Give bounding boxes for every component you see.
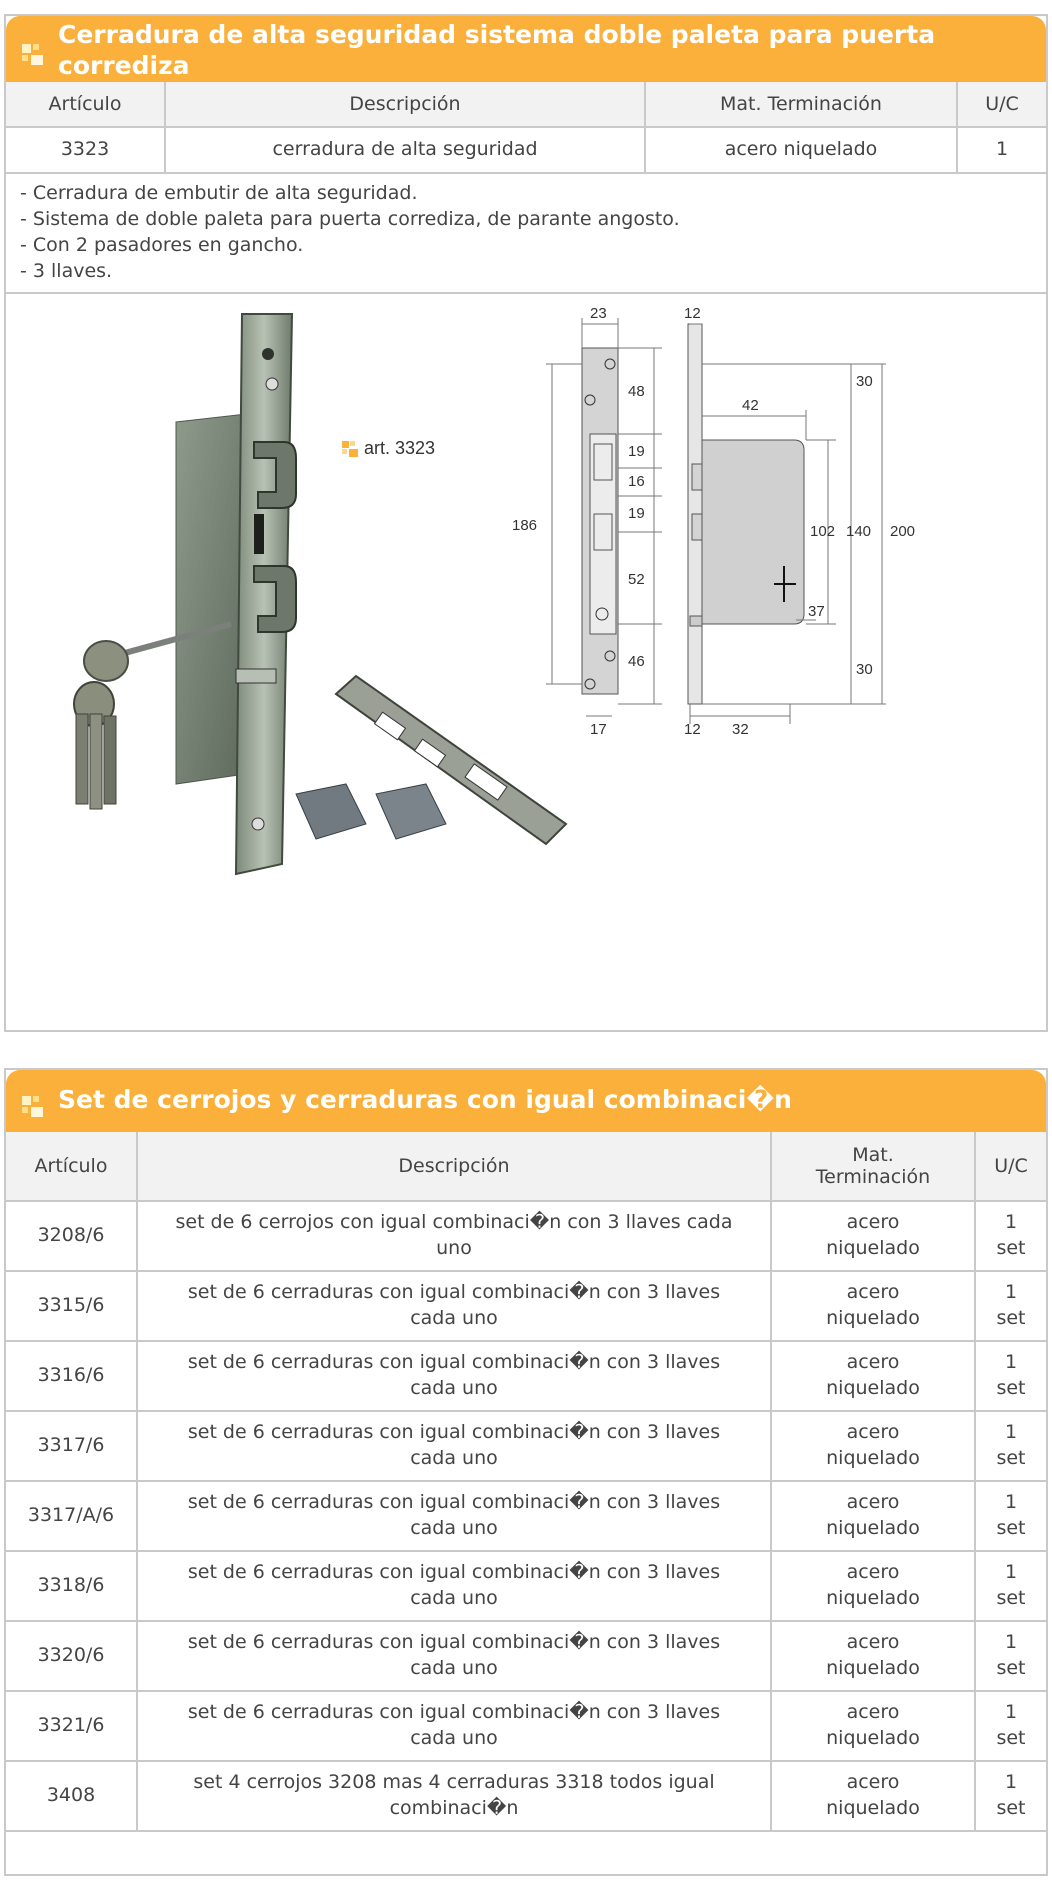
col-header-descripcion: Descripción <box>166 82 646 126</box>
table-row <box>6 1410 1046 1482</box>
dim-52: 52 <box>628 571 645 588</box>
dim-side-12-top: 12 <box>684 305 701 322</box>
dim-side-32: 32 <box>732 721 749 738</box>
product-panel-3323 <box>4 14 1048 1032</box>
cell-articulo: 3318/6 <box>6 1550 138 1620</box>
col-header-uc: U/C <box>994 1155 1028 1177</box>
dim-19b: 19 <box>628 505 645 522</box>
dim-bottom-width: 17 <box>590 721 607 738</box>
dim-side-37: 37 <box>808 603 825 620</box>
table-header-row <box>6 82 1046 128</box>
dim-side-140: 140 <box>846 523 872 540</box>
cell-articulo: 3316/6 <box>6 1340 138 1410</box>
table-row <box>6 1480 1046 1552</box>
table-row <box>6 1690 1046 1762</box>
cell-material: acero niquelado <box>772 1760 976 1830</box>
dim-side-200: 200 <box>890 523 916 540</box>
cell-descripcion: set de 6 cerraduras con igual combinaci�n con 3 llaves cada uno <box>138 1340 772 1410</box>
table-row <box>6 126 1046 174</box>
cell-uc: 1 set <box>996 1561 1026 1609</box>
bullet-icon <box>342 441 358 457</box>
bullet-icon <box>22 44 46 68</box>
cell-material: acero niquelado <box>772 1200 976 1270</box>
col-header-uc: U/C <box>985 93 1019 115</box>
cell-material: acero niquelado <box>772 1410 976 1480</box>
cell-descripcion: set de 6 cerrojos con igual combinaci�n con 3 llaves cada uno <box>138 1200 772 1270</box>
cell-uc: 1 set <box>996 1771 1026 1819</box>
product-panel-sets <box>4 1068 1048 1876</box>
cell-articulo: 3408 <box>6 1760 138 1830</box>
description-line: - Con 2 pasadores en gancho. <box>20 234 304 256</box>
table-row <box>6 1620 1046 1692</box>
dim-side-102: 102 <box>810 523 836 540</box>
col-header-material: Mat. Terminación <box>772 1132 976 1200</box>
col-header-material: Mat. Terminación <box>646 82 958 126</box>
cell-articulo: 3315/6 <box>6 1270 138 1340</box>
cell-material: acero niquelado <box>772 1340 976 1410</box>
cell-material: acero niquelado <box>772 1480 976 1550</box>
cell-uc: 1 set <box>996 1701 1026 1749</box>
cell-descripcion: set de 6 cerraduras con igual combinaci�n con 3 llaves cada uno <box>138 1690 772 1760</box>
cell-material: acero niquelado <box>772 1270 976 1340</box>
dim-side-30-top: 30 <box>856 373 873 390</box>
col-header-articulo: Artículo <box>6 82 166 126</box>
dim-side-30-bottom: 30 <box>856 661 873 678</box>
dim-side-42: 42 <box>742 397 759 414</box>
panel-header <box>6 1070 1046 1132</box>
cell-uc: 1 set <box>996 1421 1026 1469</box>
cell-uc: 1 <box>995 138 1009 160</box>
cell-material: acero niquelado <box>772 1690 976 1760</box>
table-row <box>6 1760 1046 1832</box>
cell-descripcion: set de 6 cerraduras con igual combinaci�n con 3 llaves cada uno <box>138 1270 772 1340</box>
description-line: - Sistema de doble paleta para puerta corrediza, de parante angosto. <box>20 208 680 230</box>
cell-articulo: 3208/6 <box>6 1200 138 1270</box>
cell-articulo: 3323 <box>6 126 166 172</box>
cell-uc: 1 set <box>996 1631 1026 1679</box>
cell-uc: 1 set <box>996 1491 1026 1539</box>
table-row <box>6 1200 1046 1272</box>
bullet-icon <box>22 1096 46 1120</box>
dim-front-width: 23 <box>590 305 607 322</box>
cell-material: acero niquelado <box>772 1550 976 1620</box>
description-line: - Cerradura de embutir de alta seguridad. <box>20 182 418 204</box>
dim-side-12-bottom: 12 <box>684 721 701 738</box>
description-line: - 3 llaves. <box>20 260 113 282</box>
cell-descripcion: set de 6 cerraduras con igual combinaci�n con 3 llaves cada uno <box>138 1480 772 1550</box>
cell-descripcion: set de 6 cerraduras con igual combinaci�n con 3 llaves cada uno <box>138 1550 772 1620</box>
cell-descripcion: set de 6 cerraduras con igual combinaci�n con 3 llaves cada uno <box>138 1620 772 1690</box>
product-image-area <box>6 294 1046 1030</box>
article-label-text: art. 3323 <box>364 438 436 458</box>
cell-descripcion: set de 6 cerraduras con igual combinaci�n con 3 llaves cada uno <box>138 1410 772 1480</box>
cell-articulo: 3317/6 <box>6 1410 138 1480</box>
table-row <box>6 1270 1046 1342</box>
col-header-articulo: Artículo <box>6 1132 138 1200</box>
dim-48: 48 <box>628 383 645 400</box>
dim-front-height: 186 <box>512 517 538 534</box>
cell-descripcion: set 4 cerrojos 3208 mas 4 cerraduras 3318 todos igual combinaci�n <box>138 1760 772 1830</box>
product-description <box>6 172 1046 294</box>
cell-descripcion: cerradura de alta seguridad <box>166 126 646 172</box>
dim-16: 16 <box>628 473 645 490</box>
panel-header <box>6 16 1046 82</box>
col-header-descripcion: Descripción <box>138 1132 772 1200</box>
table-header-row <box>6 1132 1046 1202</box>
cell-material: acero niquelado <box>772 1620 976 1690</box>
cell-uc: 1 set <box>996 1281 1026 1329</box>
dim-19a: 19 <box>628 443 645 460</box>
cell-uc: 1 set <box>996 1211 1026 1259</box>
technical-drawing <box>506 304 966 774</box>
cell-articulo: 3321/6 <box>6 1690 138 1760</box>
table-row <box>6 1550 1046 1622</box>
panel-title: Set de cerrojos y cerraduras con igual combinaci�n <box>58 1085 792 1114</box>
table-row <box>6 1340 1046 1412</box>
dim-46: 46 <box>628 653 645 670</box>
panel-title: Cerradura de alta seguridad sistema doble paleta para puerta corrediza <box>58 20 936 80</box>
article-label <box>342 438 435 459</box>
cell-articulo: 3317/A/6 <box>6 1480 138 1550</box>
cell-uc: 1 set <box>996 1351 1026 1399</box>
cell-articulo: 3320/6 <box>6 1620 138 1690</box>
cell-material: acero niquelado <box>646 126 958 172</box>
